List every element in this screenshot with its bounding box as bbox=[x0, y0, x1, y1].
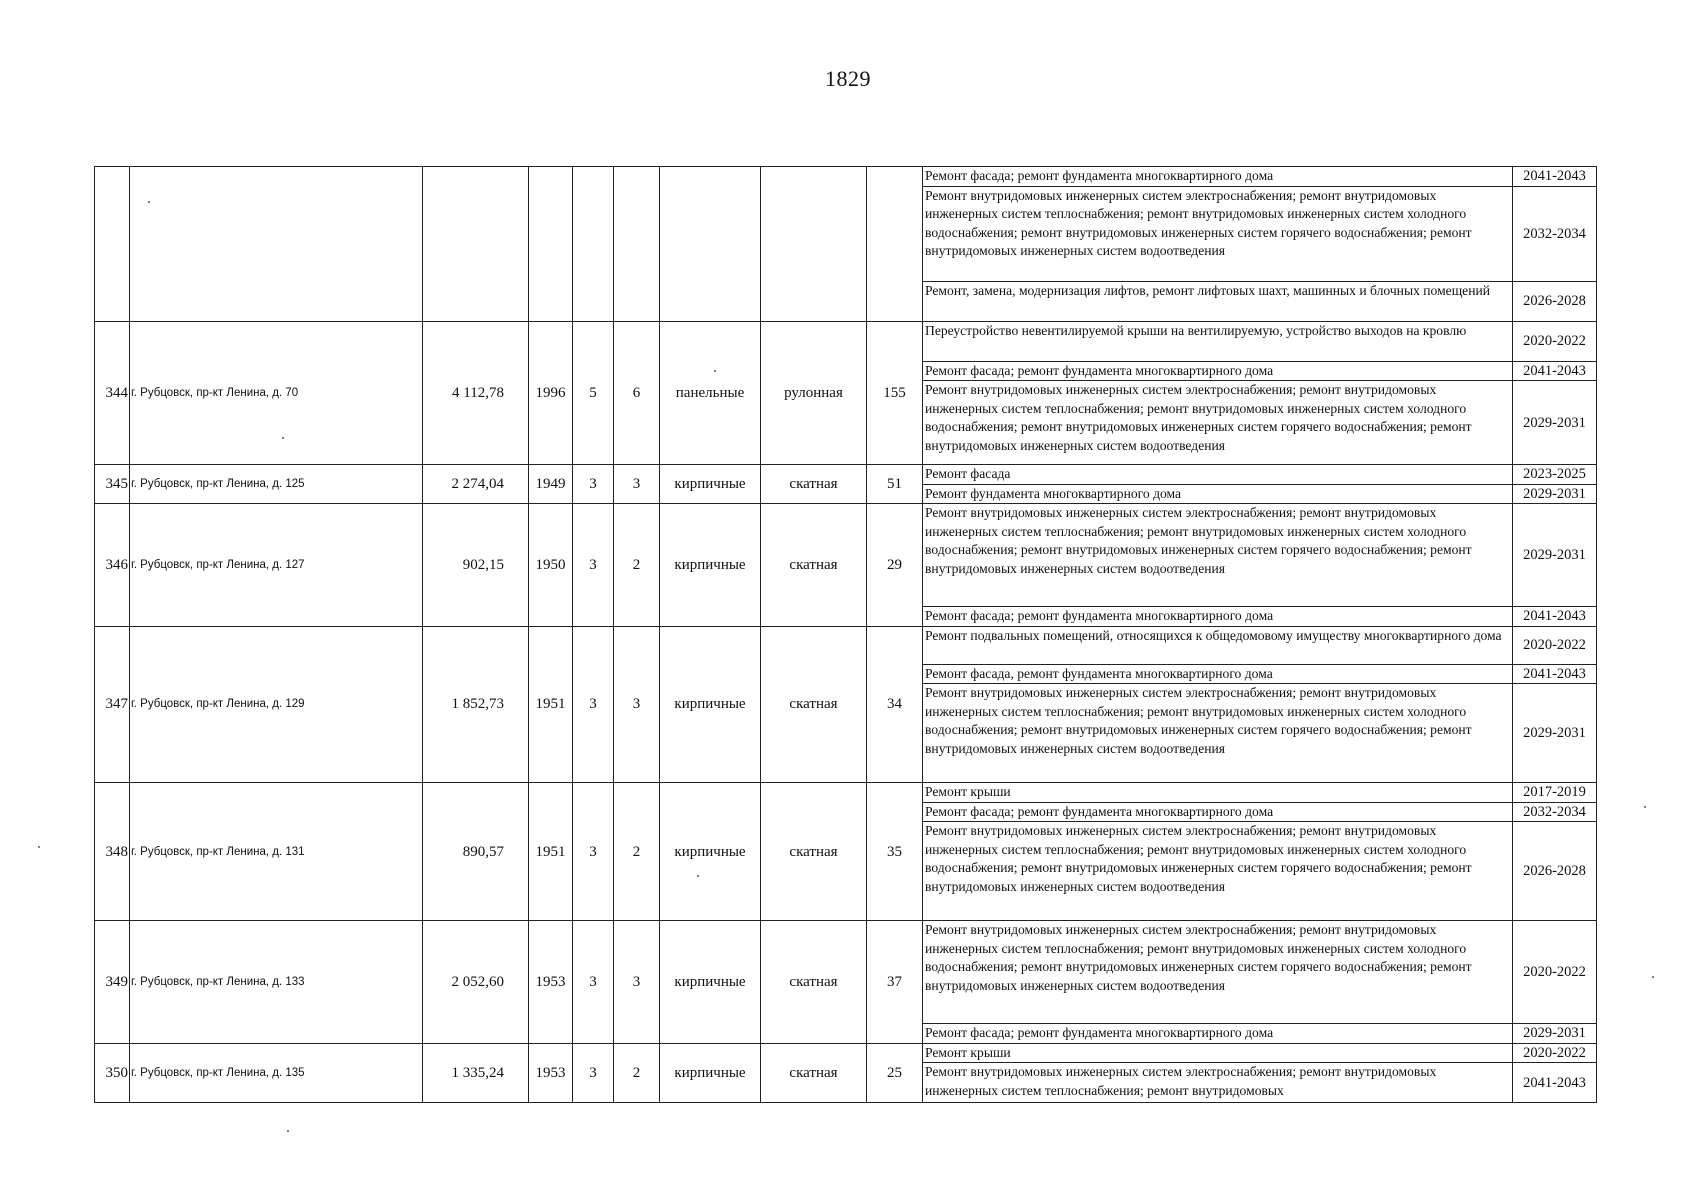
entrances-cell: 6 bbox=[614, 321, 660, 465]
work-description: Ремонт внутридомовых инженерных систем электроснабжения; ремонт внутридомовых инженерных систем теплоснабжения; ремонт внутридомовых инженерных систем холодного водоснабжения; ремонт внутридомовых инженерных систем горячего водоснабжения; ремонт внутридомовых инженерных систем водоотведения bbox=[923, 921, 1513, 1024]
area-cell: 1 335,24 bbox=[423, 1043, 529, 1103]
work-period: 2023-2025 bbox=[1513, 465, 1597, 485]
address-cell: г. Рубцовск, пр-кт Ленина, д. 70 bbox=[130, 321, 423, 465]
walls-cell bbox=[660, 167, 761, 322]
residents-cell: 51 bbox=[867, 465, 923, 504]
work-description: Ремонт фасада bbox=[923, 465, 1513, 485]
walls-cell: кирпичные bbox=[660, 921, 761, 1044]
residents-cell: 29 bbox=[867, 504, 923, 627]
work-period: 2041-2043 bbox=[1513, 1063, 1597, 1103]
work-description: Ремонт фасада, ремонт фундамента многоквартирного дома bbox=[923, 664, 1513, 684]
scan-speck bbox=[148, 201, 150, 203]
address-cell: г. Рубцовск, пр-кт Ленина, д. 127 bbox=[130, 504, 423, 627]
work-period: 2020-2022 bbox=[1513, 626, 1597, 664]
table-body bbox=[95, 167, 1597, 1103]
row-number: 350 bbox=[95, 1043, 130, 1103]
scan-speck bbox=[714, 370, 716, 372]
work-period: 2041-2043 bbox=[1513, 361, 1597, 381]
work-description: Ремонт внутридомовых инженерных систем электроснабжения; ремонт внутридомовых инженерных систем теплоснабжения; ремонт внутридомовых инженерных систем холодного водоснабжения; ремонт внутридомовых инженерных систем горячего водоснабжения; ремонт внутридомовых инженерных систем водоотведения bbox=[923, 684, 1513, 783]
area-cell: 890,57 bbox=[423, 783, 529, 921]
address-cell: г. Рубцовск, пр-кт Ленина, д. 125 bbox=[130, 465, 423, 504]
repair-program-table bbox=[94, 166, 1597, 1103]
scan-speck bbox=[1652, 976, 1654, 978]
year-cell: 1953 bbox=[529, 1043, 573, 1103]
work-description: Ремонт подвальных помещений, относящихся к общедомовому имуществу многоквартирного дома bbox=[923, 626, 1513, 664]
area-cell: 2 274,04 bbox=[423, 465, 529, 504]
work-description: Ремонт внутридомовых инженерных систем электроснабжения; ремонт внутридомовых инженерных систем теплоснабжения; ремонт внутридомовых инженерных систем холодного водоснабжения; ремонт внутридомовых инженерных систем горячего водоснабжения; ремонт внутридомовых инженерных систем водоотведения bbox=[923, 504, 1513, 607]
floors-cell: 3 bbox=[573, 626, 614, 783]
walls-cell: кирпичные bbox=[660, 465, 761, 504]
row-number bbox=[95, 167, 130, 322]
scan-speck bbox=[38, 846, 40, 848]
roof-cell: скатная bbox=[761, 783, 867, 921]
work-period: 2029-2031 bbox=[1513, 684, 1597, 783]
work-period: 2029-2031 bbox=[1513, 504, 1597, 607]
scan-speck bbox=[287, 1130, 289, 1132]
address-cell: г. Рубцовск, пр-кт Ленина, д. 129 bbox=[130, 626, 423, 783]
row-number: 349 bbox=[95, 921, 130, 1044]
page-number: 1829 bbox=[825, 66, 871, 91]
year-cell bbox=[529, 167, 573, 322]
scan-speck bbox=[697, 875, 699, 877]
work-description: Ремонт внутридомовых инженерных систем электроснабжения; ремонт внутридомовых инженерных систем теплоснабжения; ремонт внутридомовых инженерных систем холодного водоснабжения; ремонт внутридомовых инженерных систем горячего водоснабжения; ремонт внутридомовых инженерных систем водоотведения bbox=[923, 822, 1513, 921]
address-cell bbox=[130, 167, 423, 322]
row-number: 345 bbox=[95, 465, 130, 504]
floors-cell: 3 bbox=[573, 921, 614, 1044]
area-cell: 2 052,60 bbox=[423, 921, 529, 1044]
roof-cell: рулонная bbox=[761, 321, 867, 465]
walls-cell: кирпичные bbox=[660, 1043, 761, 1103]
table-row bbox=[95, 504, 1597, 607]
work-period: 2041-2043 bbox=[1513, 167, 1597, 187]
area-cell bbox=[423, 167, 529, 322]
entrances-cell bbox=[614, 167, 660, 322]
floors-cell: 3 bbox=[573, 783, 614, 921]
walls-cell: кирпичные bbox=[660, 783, 761, 921]
work-period: 2029-2031 bbox=[1513, 484, 1597, 504]
table-row bbox=[95, 1043, 1597, 1063]
work-description: Ремонт внутридомовых инженерных систем электроснабжения; ремонт внутридомовых инженерных систем теплоснабжения; ремонт внутридомовых bbox=[923, 1063, 1513, 1103]
roof-cell: скатная bbox=[761, 465, 867, 504]
entrances-cell: 3 bbox=[614, 921, 660, 1044]
walls-cell: кирпичные bbox=[660, 626, 761, 783]
table-row bbox=[95, 921, 1597, 1024]
residents-cell: 37 bbox=[867, 921, 923, 1044]
work-description: Ремонт фасада; ремонт фундамента многоквартирного дома bbox=[923, 802, 1513, 822]
work-description: Ремонт фасада; ремонт фундамента многоквартирного дома bbox=[923, 1024, 1513, 1044]
year-cell: 1951 bbox=[529, 626, 573, 783]
floors-cell: 5 bbox=[573, 321, 614, 465]
roof-cell: скатная bbox=[761, 1043, 867, 1103]
entrances-cell: 2 bbox=[614, 783, 660, 921]
work-period: 2029-2031 bbox=[1513, 1024, 1597, 1044]
walls-cell: кирпичные bbox=[660, 504, 761, 627]
work-description: Ремонт фасада; ремонт фундамента многоквартирного дома bbox=[923, 607, 1513, 627]
table-row bbox=[95, 626, 1597, 664]
work-period: 2020-2022 bbox=[1513, 321, 1597, 361]
row-number: 346 bbox=[95, 504, 130, 627]
work-period: 2020-2022 bbox=[1513, 1043, 1597, 1063]
year-cell: 1953 bbox=[529, 921, 573, 1044]
work-description: Ремонт фасада; ремонт фундамента многоквартирного дома bbox=[923, 167, 1513, 187]
address-cell: г. Рубцовск, пр-кт Ленина, д. 131 bbox=[130, 783, 423, 921]
residents-cell: 25 bbox=[867, 1043, 923, 1103]
year-cell: 1949 bbox=[529, 465, 573, 504]
residents-cell bbox=[867, 167, 923, 322]
entrances-cell: 3 bbox=[614, 465, 660, 504]
row-number: 348 bbox=[95, 783, 130, 921]
work-description: Ремонт крыши bbox=[923, 783, 1513, 803]
floors-cell: 3 bbox=[573, 465, 614, 504]
entrances-cell: 2 bbox=[614, 1043, 660, 1103]
year-cell: 1950 bbox=[529, 504, 573, 627]
table-row bbox=[95, 783, 1597, 803]
residents-cell: 155 bbox=[867, 321, 923, 465]
work-description: Ремонт внутридомовых инженерных систем электроснабжения; ремонт внутридомовых инженерных систем теплоснабжения; ремонт внутридомовых инженерных систем холодного водоснабжения; ремонт внутридомовых инженерных систем горячего водоснабжения; ремонт внутридомовых инженерных систем водоотведения bbox=[923, 186, 1513, 281]
work-period: 2026-2028 bbox=[1513, 822, 1597, 921]
entrances-cell: 2 bbox=[614, 504, 660, 627]
work-period: 2041-2043 bbox=[1513, 664, 1597, 684]
walls-cell: панельные bbox=[660, 321, 761, 465]
work-description: Ремонт крыши bbox=[923, 1043, 1513, 1063]
work-description: Ремонт, замена, модернизация лифтов, ремонт лифтовых шахт, машинных и блочных помещений bbox=[923, 281, 1513, 321]
row-number: 344 bbox=[95, 321, 130, 465]
roof-cell: скатная bbox=[761, 626, 867, 783]
residents-cell: 35 bbox=[867, 783, 923, 921]
work-description: Ремонт фасада; ремонт фундамента многоквартирного дома bbox=[923, 361, 1513, 381]
entrances-cell: 3 bbox=[614, 626, 660, 783]
year-cell: 1996 bbox=[529, 321, 573, 465]
roof-cell: скатная bbox=[761, 921, 867, 1044]
roof-cell: скатная bbox=[761, 504, 867, 627]
work-description: Ремонт внутридомовых инженерных систем электроснабжения; ремонт внутридомовых инженерных систем теплоснабжения; ремонт внутридомовых инженерных систем холодного водоснабжения; ремонт внутридомовых инженерных систем горячего водоснабжения; ремонт внутридомовых инженерных систем водоотведения bbox=[923, 381, 1513, 465]
table-row bbox=[95, 167, 1597, 187]
work-description: Переустройство невентилируемой крыши на вентилируемую, устройство выходов на кровлю bbox=[923, 321, 1513, 361]
scan-speck bbox=[282, 437, 284, 439]
area-cell: 902,15 bbox=[423, 504, 529, 627]
work-period: 2032-2034 bbox=[1513, 186, 1597, 281]
residents-cell: 34 bbox=[867, 626, 923, 783]
work-period: 2032-2034 bbox=[1513, 802, 1597, 822]
floors-cell: 3 bbox=[573, 504, 614, 627]
area-cell: 1 852,73 bbox=[423, 626, 529, 783]
floors-cell bbox=[573, 167, 614, 322]
row-number: 347 bbox=[95, 626, 130, 783]
work-period: 2041-2043 bbox=[1513, 607, 1597, 627]
work-period: 2020-2022 bbox=[1513, 921, 1597, 1024]
work-period: 2017-2019 bbox=[1513, 783, 1597, 803]
scan-speck bbox=[1644, 806, 1646, 808]
work-period: 2029-2031 bbox=[1513, 381, 1597, 465]
address-cell: г. Рубцовск, пр-кт Ленина, д. 135 bbox=[130, 1043, 423, 1103]
floors-cell: 3 bbox=[573, 1043, 614, 1103]
area-cell: 4 112,78 bbox=[423, 321, 529, 465]
work-description: Ремонт фундамента многоквартирного дома bbox=[923, 484, 1513, 504]
table-row bbox=[95, 321, 1597, 361]
year-cell: 1951 bbox=[529, 783, 573, 921]
table-row bbox=[95, 465, 1597, 485]
work-period: 2026-2028 bbox=[1513, 281, 1597, 321]
address-cell: г. Рубцовск, пр-кт Ленина, д. 133 bbox=[130, 921, 423, 1044]
roof-cell bbox=[761, 167, 867, 322]
